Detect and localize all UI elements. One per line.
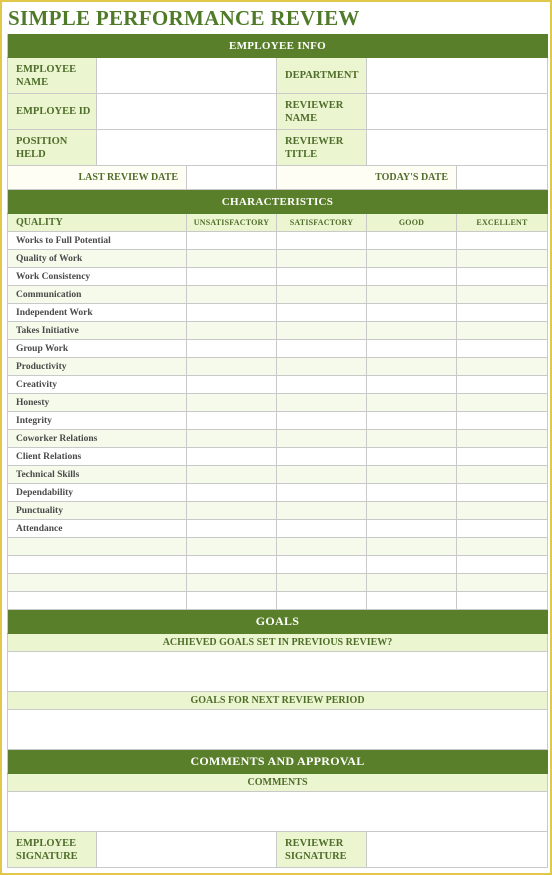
- rating-cell-unsatisfactory[interactable]: [187, 286, 277, 304]
- table-row: [7, 484, 548, 502]
- quality-name: [7, 538, 187, 556]
- goals-header: GOALS: [7, 610, 548, 634]
- table-row: [7, 376, 548, 394]
- rating-cell-satisfactory[interactable]: [277, 430, 367, 448]
- table-row: [7, 520, 548, 538]
- department-label: DEPARTMENT: [277, 58, 367, 94]
- rating-cell-satisfactory[interactable]: [277, 268, 367, 286]
- rating-cell-good[interactable]: [367, 430, 457, 448]
- rating-cell-good[interactable]: [367, 250, 457, 268]
- column-header-quality: QUALITY: [7, 214, 187, 232]
- rating-cell-satisfactory[interactable]: [277, 286, 367, 304]
- quality-name: Group Work: [7, 340, 187, 358]
- employee-signature-label: EMPLOYEE SIGNATURE: [7, 832, 97, 868]
- rating-cell-unsatisfactory[interactable]: [187, 268, 277, 286]
- rating-cell-good[interactable]: [367, 538, 457, 556]
- rating-cell-satisfactory[interactable]: [277, 412, 367, 430]
- achieved-goals-field[interactable]: [7, 652, 548, 692]
- employee-name-field[interactable]: [97, 58, 277, 94]
- rating-cell-satisfactory[interactable]: [277, 250, 367, 268]
- rating-cell-excellent[interactable]: [457, 412, 548, 430]
- rating-cell-unsatisfactory[interactable]: [187, 502, 277, 520]
- quality-name: Communication: [7, 286, 187, 304]
- rating-cell-unsatisfactory[interactable]: [187, 340, 277, 358]
- quality-name: [7, 574, 187, 592]
- rating-cell-satisfactory[interactable]: [277, 394, 367, 412]
- table-row: [7, 232, 548, 250]
- reviewer-signature-label: REVIEWER SIGNATURE: [277, 832, 367, 868]
- column-header-excellent: EXCELLENT: [457, 214, 548, 232]
- rating-cell-excellent[interactable]: [457, 574, 548, 592]
- rating-cell-excellent[interactable]: [457, 484, 548, 502]
- rating-cell-good[interactable]: [367, 592, 457, 610]
- rating-cell-satisfactory[interactable]: [277, 232, 367, 250]
- page-title: SIMPLE PERFORMANCE REVIEW: [8, 6, 360, 30]
- rating-cell-satisfactory[interactable]: [277, 574, 367, 592]
- rating-cell-unsatisfactory[interactable]: [187, 592, 277, 610]
- rating-cell-excellent[interactable]: [457, 466, 548, 484]
- table-row: [7, 466, 548, 484]
- rating-cell-satisfactory[interactable]: [277, 376, 367, 394]
- rating-cell-excellent[interactable]: [457, 592, 548, 610]
- last-review-date-field[interactable]: [187, 166, 277, 190]
- rating-cell-satisfactory[interactable]: [277, 592, 367, 610]
- rating-cell-satisfactory[interactable]: [277, 358, 367, 376]
- todays-date-label: TODAY'S DATE: [277, 166, 457, 190]
- column-header-satisfactory: SATISFACTORY: [277, 214, 367, 232]
- rating-cell-satisfactory[interactable]: [277, 448, 367, 466]
- quality-name: Productivity: [7, 358, 187, 376]
- rating-cell-excellent[interactable]: [457, 268, 548, 286]
- position-held-field[interactable]: [97, 130, 277, 166]
- rating-cell-good[interactable]: [367, 286, 457, 304]
- reviewer-name-field[interactable]: [367, 94, 548, 130]
- comments-label: COMMENTS: [7, 774, 548, 792]
- next-goals-label: GOALS FOR NEXT REVIEW PERIOD: [7, 692, 548, 710]
- rating-cell-unsatisfactory[interactable]: [187, 484, 277, 502]
- table-row: [7, 592, 548, 610]
- comments-approval-header: COMMENTS AND APPROVAL: [7, 750, 548, 774]
- rating-cell-satisfactory[interactable]: [277, 556, 367, 574]
- rating-cell-good[interactable]: [367, 376, 457, 394]
- next-goals-field[interactable]: [7, 710, 548, 750]
- rating-cell-excellent[interactable]: [457, 376, 548, 394]
- last-review-date-label: LAST REVIEW DATE: [7, 166, 187, 190]
- rating-cell-satisfactory[interactable]: [277, 322, 367, 340]
- rating-cell-unsatisfactory[interactable]: [187, 358, 277, 376]
- rating-cell-unsatisfactory[interactable]: [187, 250, 277, 268]
- quality-name: Work Consistency: [7, 268, 187, 286]
- rating-cell-excellent[interactable]: [457, 502, 548, 520]
- rating-cell-excellent[interactable]: [457, 448, 548, 466]
- rating-cell-excellent[interactable]: [457, 250, 548, 268]
- quality-name: Quality of Work: [7, 250, 187, 268]
- quality-name: [7, 556, 187, 574]
- rating-cell-excellent[interactable]: [457, 232, 548, 250]
- table-row: [7, 430, 548, 448]
- table-row: [7, 574, 548, 592]
- employee-info-header: EMPLOYEE INFO: [7, 34, 548, 58]
- rating-cell-excellent[interactable]: [457, 538, 548, 556]
- quality-name: Integrity: [7, 412, 187, 430]
- reviewer-title-field[interactable]: [367, 130, 548, 166]
- rating-cell-excellent[interactable]: [457, 304, 548, 322]
- rating-cell-unsatisfactory[interactable]: [187, 466, 277, 484]
- rating-cell-unsatisfactory[interactable]: [187, 538, 277, 556]
- quality-name: Dependability: [7, 484, 187, 502]
- rating-cell-good[interactable]: [367, 412, 457, 430]
- rating-cell-excellent[interactable]: [457, 286, 548, 304]
- table-row: [7, 556, 548, 574]
- department-field[interactable]: [367, 58, 548, 94]
- form-grid: [7, 34, 548, 868]
- rating-cell-good[interactable]: [367, 556, 457, 574]
- employee-id-label: EMPLOYEE ID: [7, 94, 97, 130]
- quality-name: Punctuality: [7, 502, 187, 520]
- table-row: [7, 538, 548, 556]
- table-row: [7, 304, 548, 322]
- table-row: [7, 358, 548, 376]
- table-row: [7, 286, 548, 304]
- employee-id-field[interactable]: [97, 94, 277, 130]
- position-held-label: POSITION HELD: [7, 130, 97, 166]
- rating-cell-excellent[interactable]: [457, 394, 548, 412]
- achieved-goals-label: ACHIEVED GOALS SET IN PREVIOUS REVIEW?: [7, 634, 548, 652]
- characteristics-header: CHARACTERISTICS: [7, 190, 548, 214]
- rating-cell-good[interactable]: [367, 466, 457, 484]
- rating-cell-unsatisfactory[interactable]: [187, 448, 277, 466]
- table-row: [7, 394, 548, 412]
- table-row: [7, 448, 548, 466]
- rating-cell-unsatisfactory[interactable]: [187, 322, 277, 340]
- quality-name: Takes Initiative: [7, 322, 187, 340]
- rating-cell-excellent[interactable]: [457, 520, 548, 538]
- todays-date-field[interactable]: [457, 166, 548, 190]
- rating-cell-good[interactable]: [367, 268, 457, 286]
- quality-name: [7, 592, 187, 610]
- rating-cell-satisfactory[interactable]: [277, 538, 367, 556]
- table-row: [7, 340, 548, 358]
- reviewer-title-label: REVIEWER TITLE: [277, 130, 367, 166]
- quality-name: Creativity: [7, 376, 187, 394]
- comments-field[interactable]: [7, 792, 548, 832]
- quality-name: Works to Full Potential: [7, 232, 187, 250]
- rating-cell-good[interactable]: [367, 340, 457, 358]
- rating-cell-good[interactable]: [367, 394, 457, 412]
- rating-cell-unsatisfactory[interactable]: [187, 520, 277, 538]
- rating-cell-excellent[interactable]: [457, 556, 548, 574]
- rating-cell-satisfactory[interactable]: [277, 304, 367, 322]
- quality-name: Technical Skills: [7, 466, 187, 484]
- rating-cell-satisfactory[interactable]: [277, 484, 367, 502]
- table-row: [7, 268, 548, 286]
- column-header-good: GOOD: [367, 214, 457, 232]
- quality-name: Honesty: [7, 394, 187, 412]
- quality-name: Client Relations: [7, 448, 187, 466]
- rating-cell-satisfactory[interactable]: [277, 520, 367, 538]
- rating-cell-satisfactory[interactable]: [277, 340, 367, 358]
- quality-name: Independent Work: [7, 304, 187, 322]
- column-header-unsatisfactory: UNSATISFACTORY: [187, 214, 277, 232]
- table-row: [7, 322, 548, 340]
- rating-cell-unsatisfactory[interactable]: [187, 574, 277, 592]
- table-row: [7, 250, 548, 268]
- rating-cell-excellent[interactable]: [457, 358, 548, 376]
- rating-cell-unsatisfactory[interactable]: [187, 412, 277, 430]
- rating-cell-good[interactable]: [367, 520, 457, 538]
- rating-cell-unsatisfactory[interactable]: [187, 304, 277, 322]
- rating-cell-good[interactable]: [367, 448, 457, 466]
- rating-cell-good[interactable]: [367, 358, 457, 376]
- table-row: [7, 502, 548, 520]
- employee-name-label: EMPLOYEE NAME: [7, 58, 97, 94]
- table-row: [7, 412, 548, 430]
- rating-cell-good[interactable]: [367, 574, 457, 592]
- rating-cell-good[interactable]: [367, 322, 457, 340]
- rating-cell-unsatisfactory[interactable]: [187, 232, 277, 250]
- rating-cell-unsatisfactory[interactable]: [187, 430, 277, 448]
- reviewer-signature-field[interactable]: [367, 832, 548, 868]
- employee-signature-field[interactable]: [97, 832, 277, 868]
- quality-name: Coworker Relations: [7, 430, 187, 448]
- rating-cell-satisfactory[interactable]: [277, 502, 367, 520]
- rating-cell-unsatisfactory[interactable]: [187, 394, 277, 412]
- rating-cell-unsatisfactory[interactable]: [187, 556, 277, 574]
- rating-cell-good[interactable]: [367, 502, 457, 520]
- rating-cell-unsatisfactory[interactable]: [187, 376, 277, 394]
- rating-cell-excellent[interactable]: [457, 322, 548, 340]
- rating-cell-good[interactable]: [367, 232, 457, 250]
- rating-cell-satisfactory[interactable]: [277, 466, 367, 484]
- rating-cell-excellent[interactable]: [457, 340, 548, 358]
- rating-cell-excellent[interactable]: [457, 430, 548, 448]
- reviewer-name-label: REVIEWER NAME: [277, 94, 367, 130]
- quality-table-body: [7, 232, 548, 610]
- rating-cell-good[interactable]: [367, 304, 457, 322]
- rating-cell-good[interactable]: [367, 484, 457, 502]
- quality-name: Attendance: [7, 520, 187, 538]
